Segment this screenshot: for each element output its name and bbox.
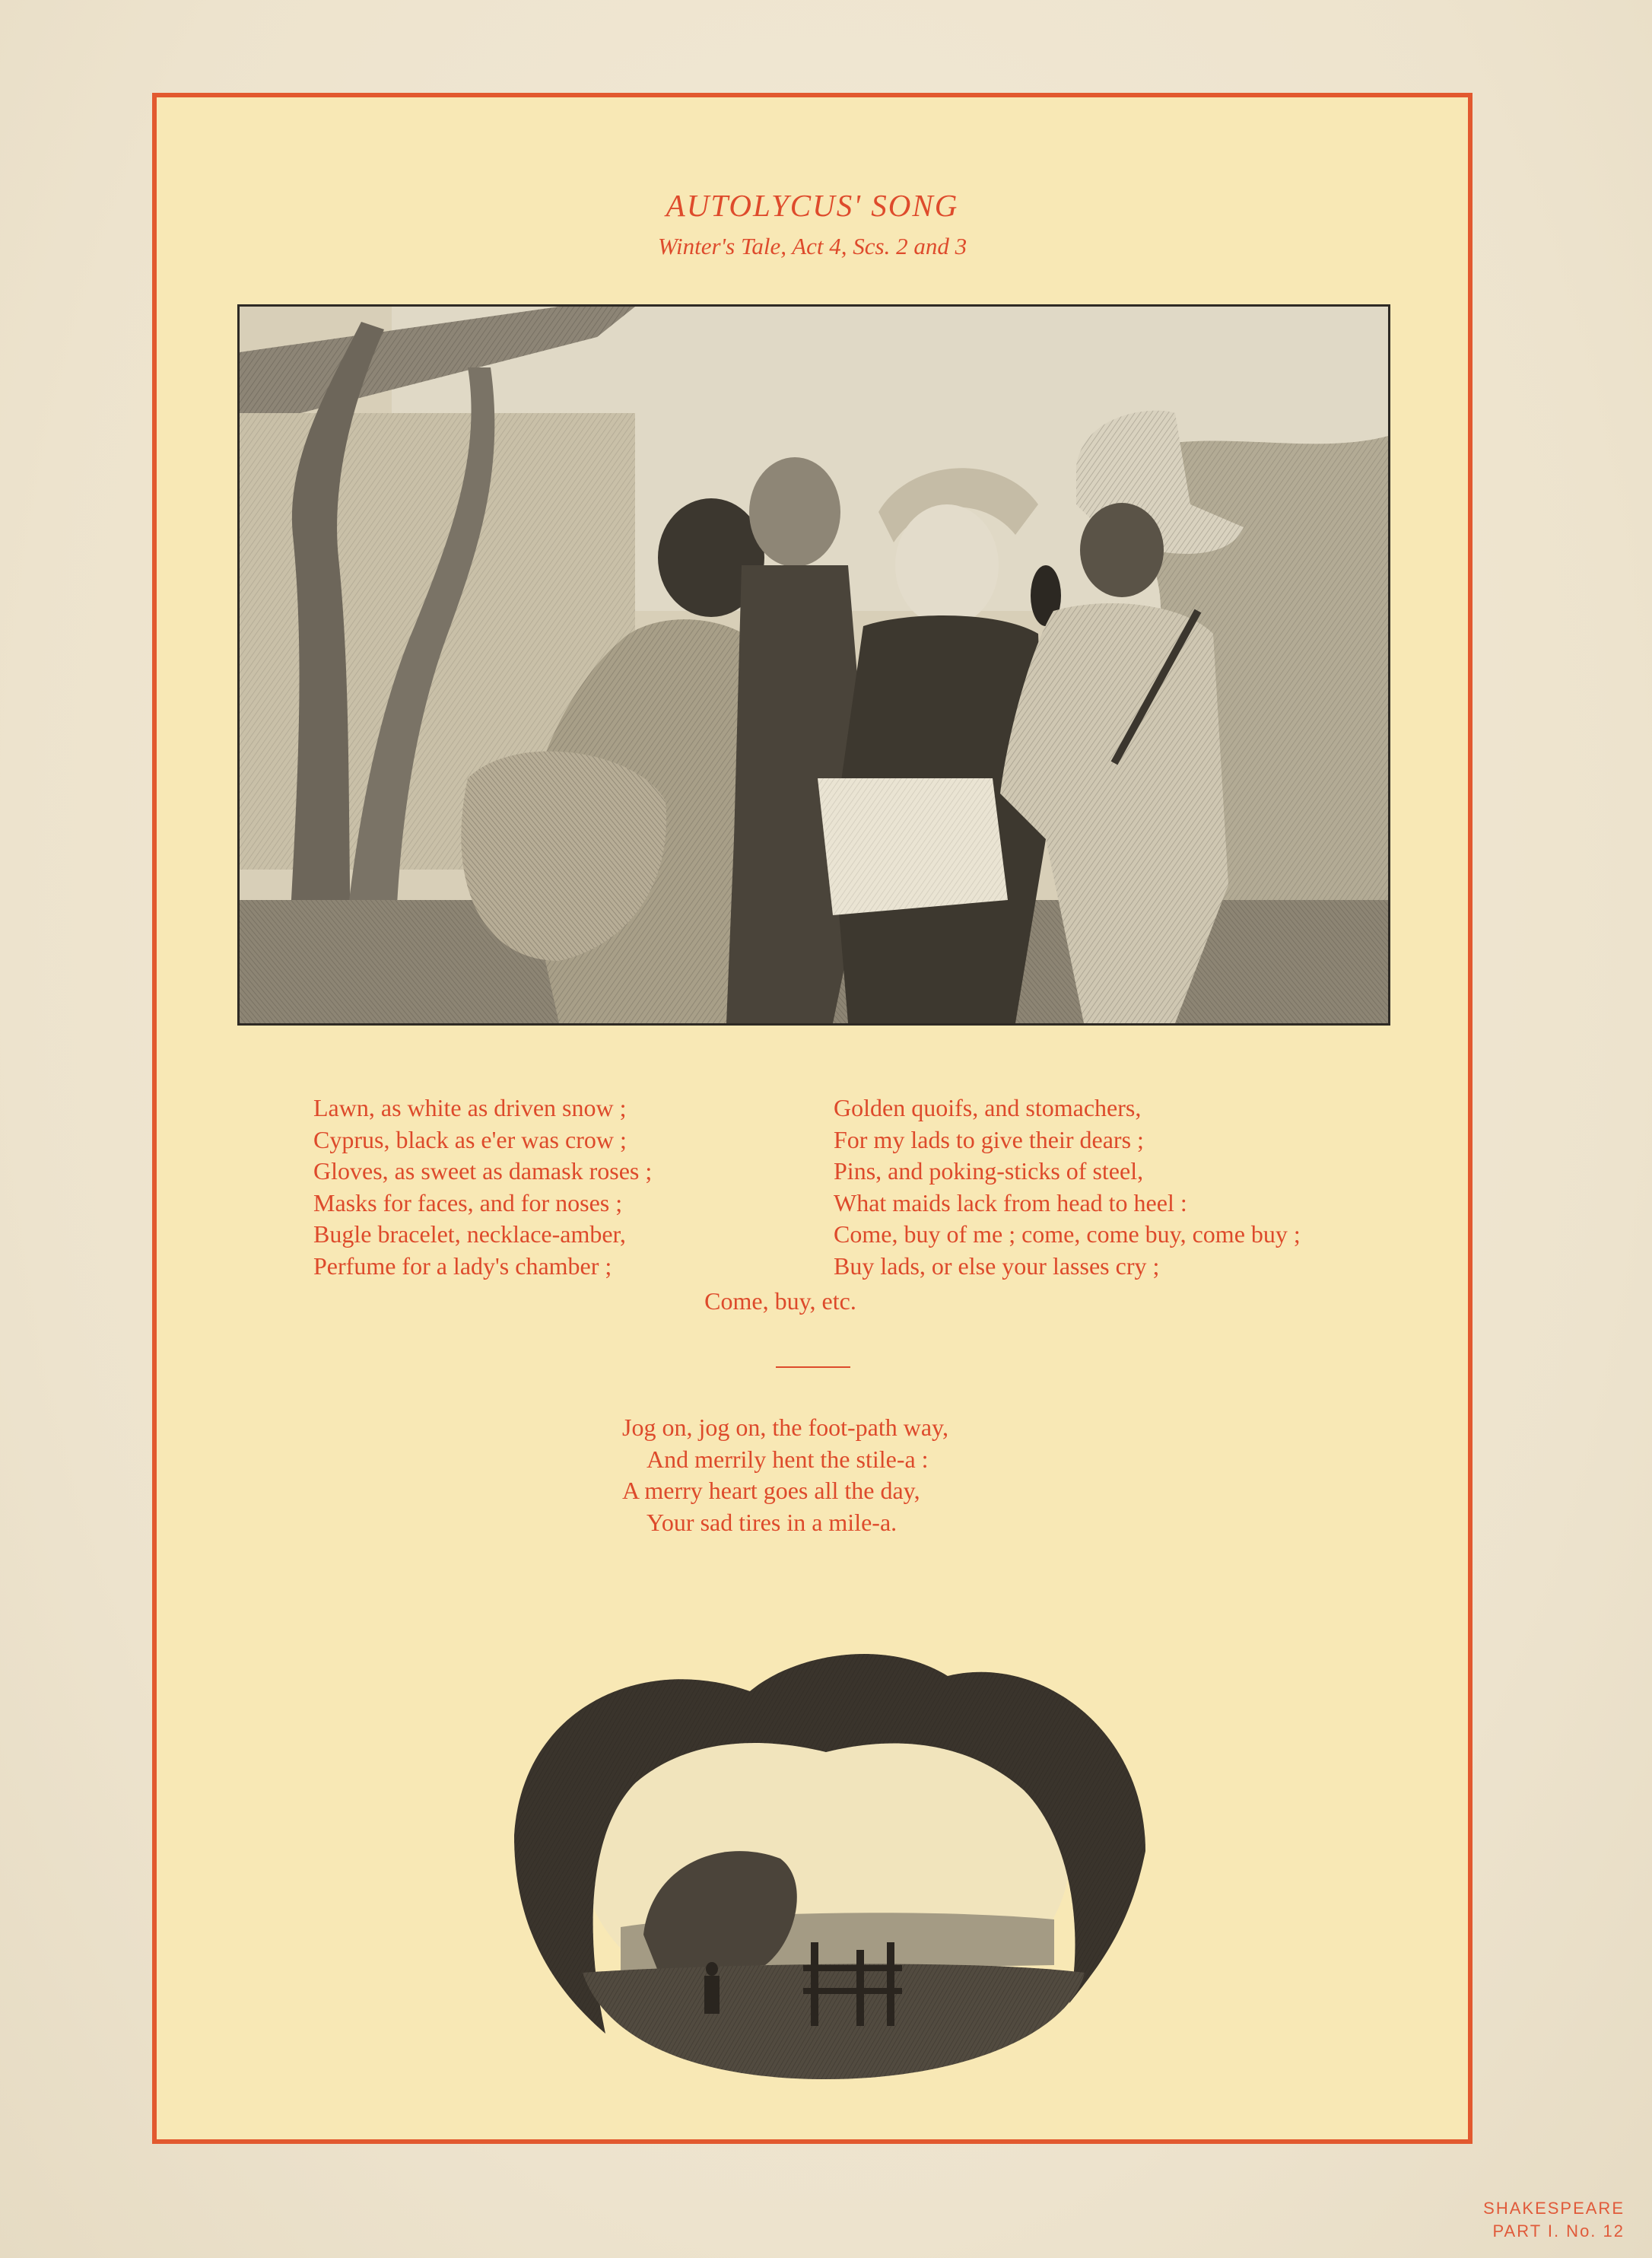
verse-line: Gloves, as sweet as damask roses ; xyxy=(313,1157,653,1185)
stanza-line: And merrily hent the stile-a : xyxy=(647,1445,929,1473)
section-divider xyxy=(776,1366,850,1368)
verse-line: Bugle bracelet, necklace-amber, xyxy=(313,1220,626,1248)
verse-right-column xyxy=(834,1092,1301,1282)
verse-line: For my lads to give their dears ; xyxy=(834,1125,1144,1153)
plate-imprint xyxy=(1483,2197,1625,2243)
stanza-line: Your sad tires in a mile-a. xyxy=(647,1508,897,1536)
plate-subtitle: Winter's Tale, Act 4, Scs. 2 and 3 xyxy=(657,233,967,259)
verse-line: Perfume for a lady's chamber ; xyxy=(313,1251,612,1280)
stanza-line: A merry heart goes all the day, xyxy=(622,1477,920,1504)
verse-line: What maids lack from head to heel : xyxy=(834,1188,1187,1216)
verse-line: Buy lads, or else your lasses cry ; xyxy=(834,1251,1160,1280)
verse-line: Golden quoifs, and stomachers, xyxy=(834,1094,1142,1121)
verse-line: Come, buy of me ; come, come buy, come buy ; xyxy=(834,1220,1301,1248)
imprint-number: PART I. No. 12 xyxy=(1492,2221,1625,2241)
imprint-series: SHAKESPEARE xyxy=(1483,2199,1625,2218)
verse-refrain: Come, buy, etc. xyxy=(704,1287,856,1315)
verse-line: Cyprus, black as e'er was crow ; xyxy=(313,1125,627,1153)
verse-line: Lawn, as white as driven snow ; xyxy=(313,1094,627,1121)
stanza-line: Jog on, jog on, the foot-path way, xyxy=(622,1414,948,1441)
vignette-illustration xyxy=(491,1608,1161,2079)
plate-title: AUTOLYCUS' SONG xyxy=(666,188,959,223)
verse-left-column xyxy=(313,1092,652,1282)
verse-line: Masks for faces, and for noses ; xyxy=(313,1188,623,1216)
main-illustration xyxy=(237,304,1390,1026)
second-stanza xyxy=(622,1412,948,1538)
verse-line: Pins, and poking-sticks of steel, xyxy=(834,1157,1144,1185)
plate-frame xyxy=(152,93,1473,2144)
